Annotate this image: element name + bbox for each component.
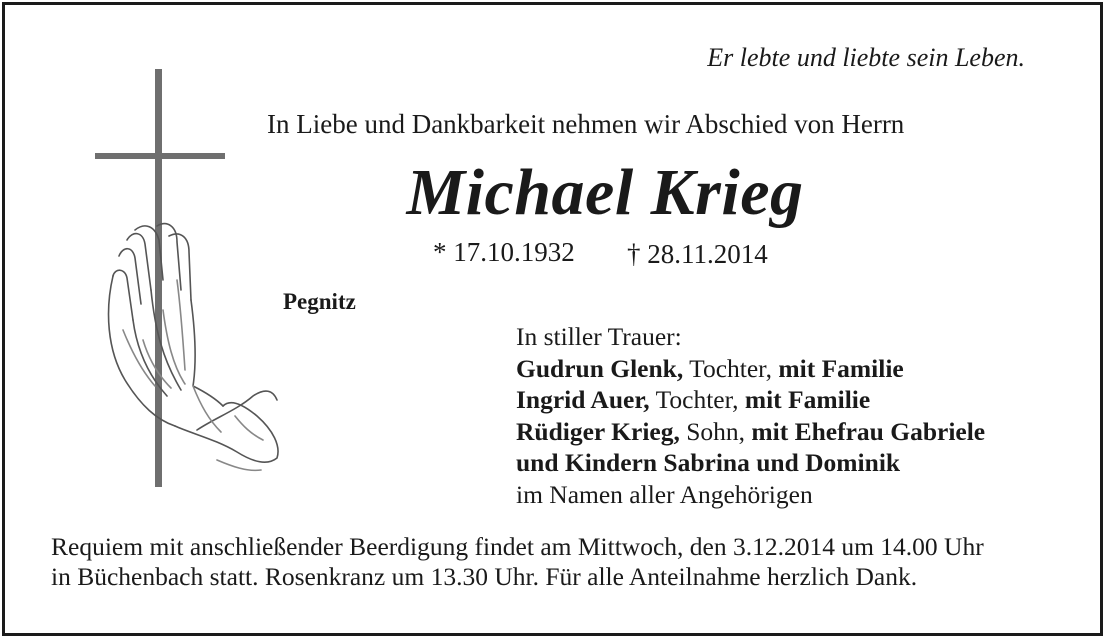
footer-line: in Büchenbach statt. Rosenkranz um 13.30 Uhr. Für alle Anteilnahme herzlich Dank. xyxy=(51,562,918,591)
mourner-line xyxy=(516,416,985,448)
mourner-relation: Tochter, xyxy=(649,385,745,414)
deceased-name: Michael Krieg xyxy=(406,156,804,229)
motto: Er lebte und liebte sein Leben. xyxy=(707,43,1025,72)
mourner-line xyxy=(516,353,985,385)
mourner-family: mit Familie xyxy=(744,385,871,414)
footer-line: Requiem mit anschließender Beerdigung findet am Mittwoch, den 3.12.2014 um 14.00 Uhr xyxy=(51,532,984,561)
mourner-family: mit Ehefrau Gabriele xyxy=(751,416,986,446)
mourner-relation: Sohn, xyxy=(679,416,752,446)
footer-text xyxy=(51,532,984,592)
death-date: † 28.11.2014 xyxy=(627,239,768,269)
mourner-line xyxy=(516,384,985,416)
intro-text: In Liebe und Dankbarkeit nehmen wir Abschied von Herrn xyxy=(267,109,905,139)
praying-hands-icon xyxy=(97,220,282,475)
mourners-closing: im Namen aller Angehörigen xyxy=(516,479,813,509)
mourner-name: Ingrid Auer, xyxy=(516,385,650,414)
mourner-line xyxy=(516,447,985,479)
mourner-relation: Tochter, xyxy=(683,353,779,383)
place-name: Pegnitz xyxy=(283,289,356,314)
mourner-name: Rüdiger Krieg, xyxy=(516,416,680,446)
birth-date: * 17.10.1932 xyxy=(433,237,575,267)
mourner-family: mit Familie xyxy=(778,353,904,383)
mourners-extra: und Kindern Sabrina und Dominik xyxy=(516,448,901,477)
mourner-name: Gudrun Glenk, xyxy=(516,353,684,383)
obituary-notice xyxy=(2,2,1103,636)
mourners-heading: In stiller Trauer: xyxy=(516,322,682,351)
mourners-block xyxy=(516,321,985,510)
